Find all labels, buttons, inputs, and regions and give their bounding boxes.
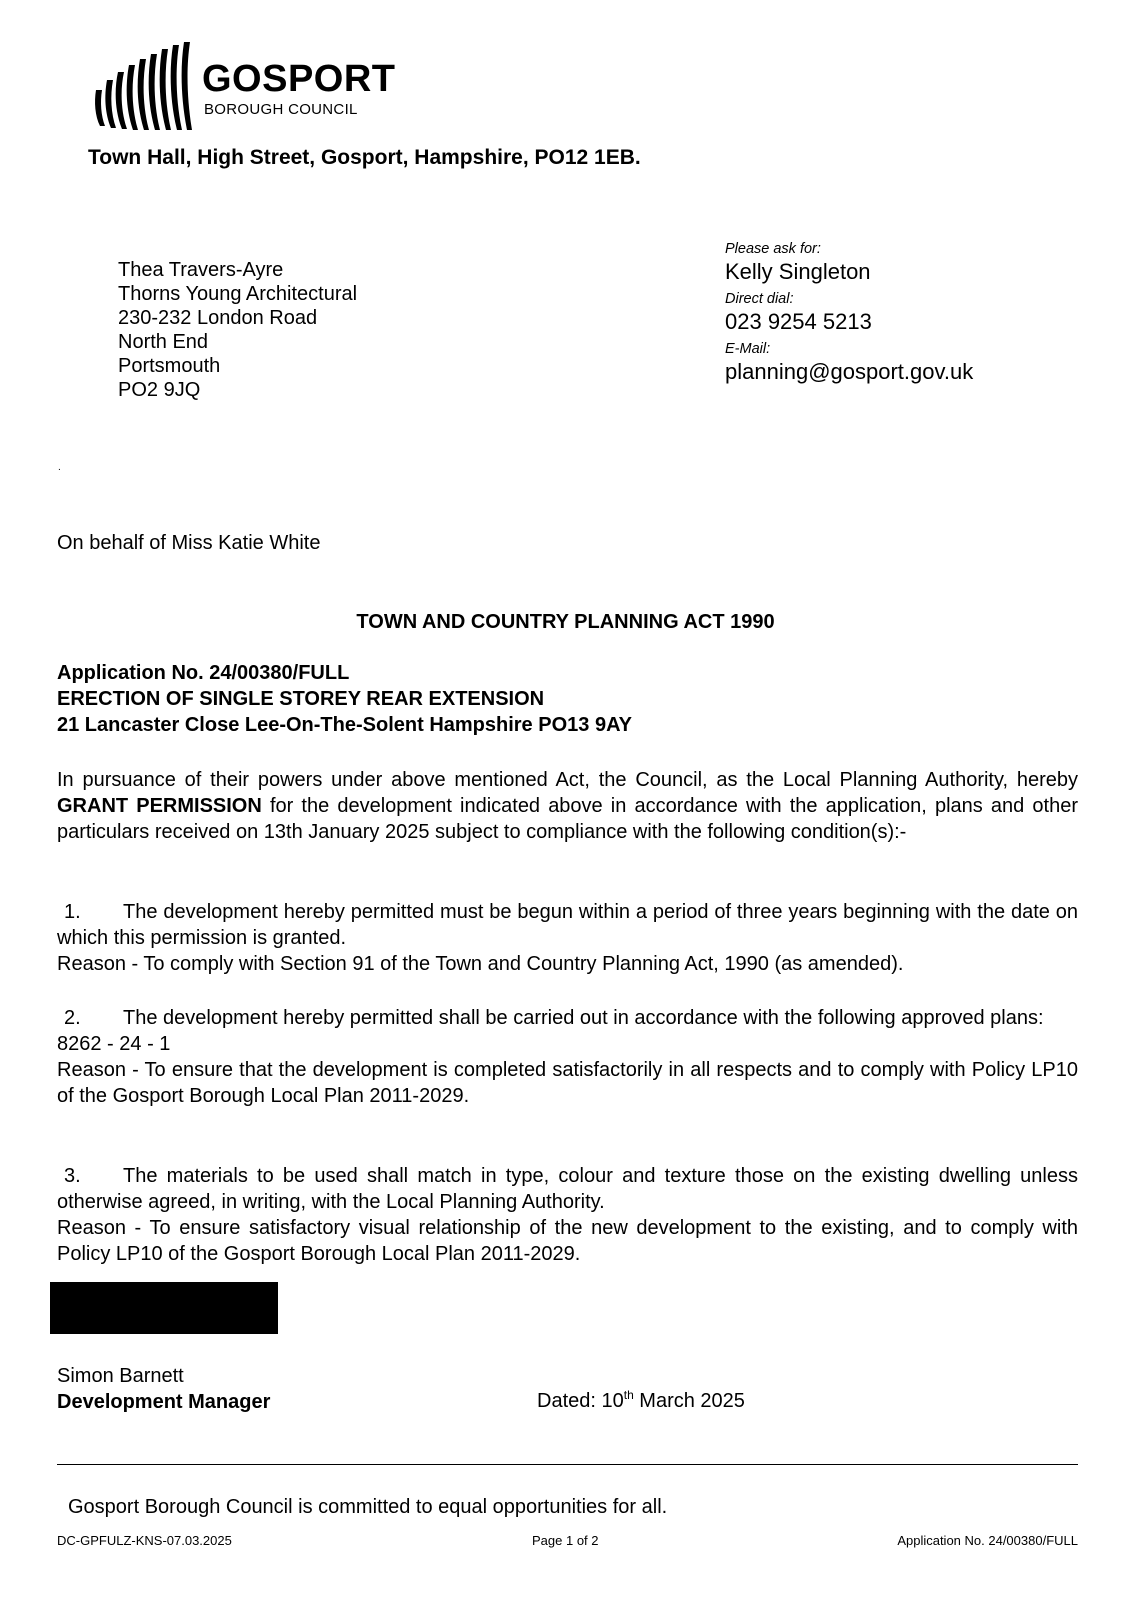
recipient-line: Portsmouth (118, 355, 221, 377)
condition-3 (57, 1163, 1078, 1267)
recipient-line: PO2 9JQ (118, 379, 201, 401)
signatory-title: Development Manager (57, 1391, 271, 1413)
condition-1 (57, 899, 1078, 977)
equal-opportunities-statement: Gosport Borough Council is committed to equal opportunities for all. (68, 1496, 668, 1518)
condition-text: The development hereby permitted must be begun within a period of three years beginning with the date on which this permission is granted. (57, 901, 1078, 949)
condition-number: 2. (64, 1007, 81, 1029)
ask-for-value: Kelly Singleton (725, 259, 871, 284)
grant-paragraph (57, 767, 1078, 845)
date-prefix: Dated: 10 (537, 1390, 624, 1412)
council-logo-emblem (92, 40, 192, 140)
email-label: E-Mail: (725, 341, 771, 357)
grant-text-part2: for the development indicated above in accordance with the application, plans and other particulars received on 13th January 2025 subject to compliance with the following condition(s):- (57, 795, 1078, 843)
footer-application-number: Application No. 24/00380/FULL (897, 1533, 1078, 1548)
recipient-address (118, 258, 357, 402)
logo-subtitle: BOROUGH COUNCIL (204, 101, 358, 118)
condition-number: 1. (64, 901, 81, 923)
footer-divider (57, 1464, 1078, 1465)
direct-dial-label: Direct dial: (725, 291, 794, 307)
recipient-line: Thea Travers-Ayre (118, 259, 284, 281)
decision-date (537, 1390, 745, 1413)
approved-plan-ref: 8262 - 24 - 1 (57, 1033, 171, 1055)
email-value: planning@gosport.gov.uk (725, 359, 974, 384)
condition-reason: Reason - To comply with Section 91 of the Town and Country Planning Act, 1990 (as amended). (57, 953, 904, 975)
grant-text-part1: In pursuance of their powers under above mentioned Act, the Council, as the Local Planning Authority, hereby (57, 769, 1078, 791)
redacted-signature (50, 1282, 278, 1334)
application-number: Application No. 24/00380/FULL (57, 662, 350, 684)
council-address: Town Hall, High Street, Gosport, Hampshire, PO12 1EB. (88, 146, 641, 169)
recipient-line: Thorns Young Architectural (118, 283, 358, 305)
page-number: Page 1 of 2 (532, 1533, 599, 1548)
condition-number: 3. (64, 1165, 81, 1187)
council-logo (92, 40, 396, 140)
document-reference: DC-GPFULZ-KNS-07.03.2025 (57, 1533, 232, 1548)
signatory-name: Simon Barnett (57, 1365, 184, 1387)
condition-text: The materials to be used shall match in type, colour and texture those on the existing dwelling unless otherwise agreed, in writing, with the Local Planning Authority. (57, 1165, 1078, 1213)
on-behalf-of: On behalf of Miss Katie White (57, 532, 321, 554)
application-description: ERECTION OF SINGLE STOREY REAR EXTENSION (57, 688, 545, 710)
grant-permission: GRANT PERMISSION (57, 795, 262, 817)
application-site: 21 Lancaster Close Lee-On-The-Solent Hampshire PO13 9AY (57, 714, 633, 736)
date-suffix: March 2025 (633, 1390, 745, 1412)
condition-text: The development hereby permitted shall be carried out in accordance with the following approved plans: (123, 1007, 1044, 1029)
condition-reason: Reason - To ensure satisfactory visual relationship of the new development to the existing, and to comply with Policy LP10 of the Gosport Borough Local Plan 2011-2029. (57, 1217, 1078, 1265)
recipient-line: North End (118, 331, 209, 353)
date-ordinal: th (623, 1388, 634, 1402)
condition-reason: Reason - To ensure that the development is completed satisfactorily in all respects and to comply with Policy LP10 of the Gosport Borough Local Plan 2011-2029. (57, 1059, 1078, 1107)
signatory (57, 1363, 270, 1415)
contact-details (725, 240, 973, 390)
application-details (57, 660, 632, 738)
act-title: TOWN AND COUNTRY PLANNING ACT 1990 (356, 611, 775, 633)
stray-mark: . (58, 462, 61, 473)
direct-dial-value: 023 9254 5213 (725, 309, 872, 334)
logo-wordmark: GOSPORT (202, 58, 396, 100)
ask-for-label: Please ask for: (725, 241, 821, 257)
recipient-line: 230-232 London Road (118, 307, 318, 329)
condition-2 (57, 1005, 1078, 1109)
